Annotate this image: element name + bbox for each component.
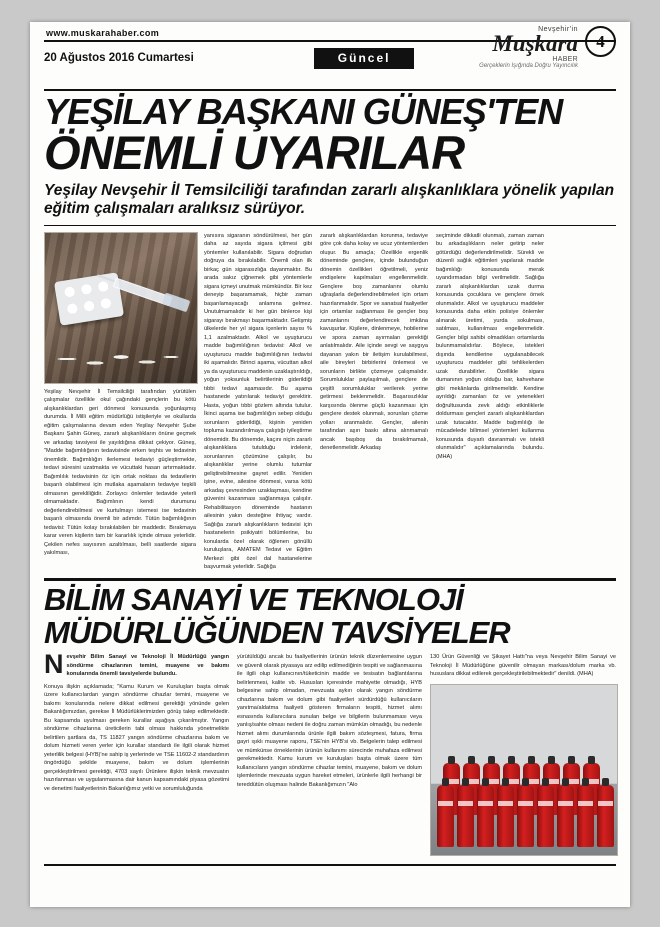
article1-column-4: seçiminde dikkatli olunmalı, zaman zaman bu arkadaşlıkların neler getirip neler götürdüğü değerlendirilmelidir. Sürekli ve düzenli sağlık eğitimleri yapılarak madde bağımlılığı konusunda merak uyandırmadan bilgi verilmelidir. Sağlığa zararlı alışkanlıklardan uzak durma konusunda çocuklara ve gençlere örnek olunmalıdır. Alkol ve uyuşturucu maddeler konusunda daha etkin polisiye önlemler alınarak üretimi, yurda sokulması, satılması, kullanılması engellenmelidir. Gençler bilgi sahibi olmadıkları ortamlarda bulunmamalıdırlar. Böylece, istekleri dışında kendilerine uygulanabilecek uyuşturucu maddeler gibi tehlikelerden uzak durabilirler. Özellikle sigara dumanının yoğun olduğu bar, kahvehane gibi mekânlarda girilmemelidir. Kendine ayrıldığı zamanları öz ve yetenekleri doğrultusunda zevk aldığı etkinliklerle doldurması gençleri zararlı alışkanlıklardan uzak tutacaktır. Madde bağımlılığı ile mücadelede bilimsel yöntemleri kullanma konusunda duyarlı davranmalı ve istekli olunmalıdır" açıklamalarında bulundu. (MHA)	[436, 232, 544, 460]
logo-subtitle: HABER	[552, 56, 578, 63]
article1-body	[30, 226, 630, 572]
extinguisher-row-front	[437, 785, 614, 847]
pills-group	[55, 345, 185, 373]
page-bottom-rule	[44, 864, 616, 866]
publication-date: 20 Ağustos 2016 Cumartesi	[44, 52, 194, 64]
article1-column-3: zararlı alışkanlıklardan korunma, tedaviye göre çok daha kolay ve ucuz yöntemlerden oluşur. Bu amaçla; Özellikle ergenlik döneminde gençlere, içinde bulunduğun dönemin özellikleri öğretilmeli, yeniz endişelere kapılmaları engellenmelidir. Gençlere boş zamanlarını olumlu uğraşlarla değerlendirebilmeleri için ortam hazırlanmalıdır. Spor ve sanatsal faaliyetler için ortamlar sağlanması ile gençler boş zamanlarını değerlendirecek imkâna kavuşurlar. Kişilere, dinlenmeye, hobilerine ve spora zaman ayırmaları gerektiği anlatılmalıdır. Aile içinde sevgi ve saygıya dayanan yakın bir iletişim kurulabilmesi, aile bireyleri birbirlerini önlemesi ve sorunların birlikte çözmeye çalışmalıdır. Sorumluluklar paylaşılmalı, gençlere de çeşitli sorumluluklar verilerek yerine getirmesi beklenmelidir. Başarısızlıklar karşısında ölenme güçlü kazanması için gençlere destek olunmalı, sorunları çözme yolları aranmalıdır. Gençler, ailenin tarafından aşırı baskı altına alınmamalı ancak başıboş da bırakılmamalı, denetlenmelidir. Arkadaş	[320, 232, 428, 452]
masthead	[30, 22, 630, 84]
article1-headline-line1: YEŞİLAY BAŞKANI GÜNEŞ'TEN	[44, 91, 563, 132]
drugs-and-syringe-photo	[44, 232, 198, 384]
newspaper-page	[30, 22, 630, 907]
article2-lead	[44, 649, 229, 680]
logo-kicker: Nevşehir'in	[538, 26, 578, 33]
article2-lead-text: evşehir Bilim Sanayi ve Teknoloji İl Müdürlüğü yangın söndürme cihazlarının temini, muayene ve bakımı konularında önemli tavsiyelerde bulundu.	[66, 654, 229, 678]
article2-top-rule	[44, 578, 616, 581]
article2-column-1: Konuya ilişkin açıklamada; "Kamu Kurum ve Kuruluşları başta olmak üzere kullanıcılardan yangın söndürme cihazlar temini, muayene ve bakımı konularında nelere dikkat edilmesi gerektiği yönünde gelen Bakanlığımızdan, gerekse İl Müdürlüklerimizden görüş talep edilmektedir. Bu kapsamda uyulması gereken kurallar aşağıya çıkarılmıştır. Yangın söndürme cihazlarına üreticilerin tabi olması hakkında yönetmelikte belirtilen şartlara da, TS 11827 yangın söndürme cihazlarına bakım ve dolum hizmeti veren yerler için kurallar standardı ile ilgili olarak hizmet yeterlilik belgesi (HYB)'ne sahip iş yerlerinde ve TSE 11602-2 standardının öngördüğü şekilde muayene, bakım ve dolum işlemlerinin gerçekleştirilmesi gerektiği, 4703 sayılı Ürünlere ilişkin teknik mevzuatın hazırlanması ve uygulanmasına dair kanun kapsamındaki piyasa gözetimi ve denetimi faaliyetlerinin Bakanlığımız yetki ve sorumluluğunda	[44, 683, 229, 792]
section-badge: Güncel	[314, 48, 415, 69]
logo-slogan: Gerçeklerin Işığında Doğru Yayıncılık	[479, 63, 578, 69]
page-number: 4	[585, 26, 616, 57]
article1-column-1: Yeşilay Nevşehir İl Temsilciliği tarafından yürütülen çalışmalar özellikle okul çağındaki gençlerin bu kötü alışkanlıklardan geri dönmesi konusunda yoğunlaşmış durumda. İl Milli eğitim müdürlüğü istişileriyle ve okullarda eğitim çalışmalarına devam eden Yeşilay Nevşehir Şube Başkanı Şahin Güneş, zararlı alışkanlıkların önüne geçmek ve arkadaş tavsiyesi ile yayıldığına dikkat çekiyor. Güneş, "Madde bağımlılığının tedavisinde erken teşhis ve tedavinin önemlidir. Bağımlılığın ilerlemesi tedaviyi güçleştirmekte, tedavi süresini uzatmakta ve vücuttaki hasarı artırmaktadır. Bağımlılık tedavisinin öz için ortak noktası da tedavilerin başarılı olabilmesi için mutlaka aşamaların tedaviye teşkili olmasının gerekliliğidir. Zorlayıcı önlemler tedavide yeterli olmamaktadır. Bağımlının kendi durumunu değerlendirebilmesi ve kurtulmayı istemesi ise tedavinin başarılı olmasında önemli bir adımdır. Tütün bağımlılığının tedavisi: Tütün kolay bırakılabilen bir maddedir. Bırakmaya karar veren kişilerin tam bir kararlılık içinde olması yeterlidir. Çekilen nefes sayısının azaltılması, belli saatlerde sigara yakılması,	[44, 388, 196, 557]
logo-title: Muşkara	[492, 31, 578, 56]
article2-headline-line2: MÜDÜRLÜĞÜNDEN TAVSİYELER	[44, 615, 510, 650]
fire-extinguishers-photo	[430, 684, 618, 856]
article2-headline-line1: BİLİM SANAYİ VE TEKNOLOJİ	[44, 581, 463, 617]
article1-headline-line2: ÖNEMLİ UYARILAR	[44, 125, 465, 179]
article1-column-2: yanısıra sigaranın söndürülmesi, her gün daha az sayıda sigara içilmesi gibi yöntemler kullanılabilir. Sigara doğrudan doğruya da bırakılabilir. Önemli olan ilk birkaç gün sigarasızlığa dayanmaktır. Bu arada sakız çiğnemek gibi yöntemlerle sigara içmeyi unutmak mümkündür. Bir kez deneyip başaramamak, hiçbir zaman başarılamayacağı anlamına gelmez. Unutulmamalıdır ki her gün binlerce kişi sigarayı bırakmayı başarmaktadır. Gelişmiş ülkelerde her yıl sigara içenlerin sayısı % 1,1 azalmaktadır. Alkol ve uyuşturucu madde bağımlılığının tedavisi: Alkol ve uyuşturucu madde bağımlılığının tedavisi iki aşamalıdır. Birinci aşama, vücuttan alkol ya da uyuşturucu maddenin uzaklaştırıldığı, yoğun yoksunluk belirtilerinin giderildiği tıbbi tedavi aşamasıdır. Bu aşama hastanede yatırılarak tedaviyi gerektirir. Hasta, yoğun tıbbi gözlem altında tutulur. İkinci aşama ise bağımlılığın sebep olduğu sorunların giderildiği, kişinin yeniden topluma kazandırılmaya çalıştığı iyileştirme dönemidir. Bu dönemde, kaçını niçin zararlı alışkanlıklara tutulduğu irdelenir, sorunlarının çözümüne çalışılır, bu alışkanlıklar yerine olumlu tutumlar geliştirebilmesine gayret edilir. Yeniden işine, evine, ailesine dönmesi, varsa kötü arkadaş çevresinden uzaklaşması, kendine güvenini kazanması sağlanmaya çalışılır. Rehabilitasyon döneminde hastanın ailesinin yakın desteğine ihtiyaç vardır. Sağlığa zararlı alışkanlıkların tedavisi için hastanelerin psikiyatri bölümlerine, bu konularda özel olarak öğlenen gönüllü kuruluşlara, AMATEM Tedavi ve Eğitim Merkezi gibi özel dal hastanelerine başvurmak yeterlidir. Sağlığa	[204, 232, 312, 571]
article2-body	[30, 647, 630, 856]
site-url[interactable]: www.muskarahaber.com	[46, 28, 160, 38]
article2-column-2: yürütüldüğü ancak bu faaliyetlerinin ürünün teknik düzenlemesine uygun ve güvenli olarak piyasaya arz edilip edilmediğinin tespiti ve sağlanmasına ile ilgili olup kullanıcının/tüketicinin madde ve tesisatın bağlantılarına belirlenmesi, kalite vb. Hususları içeresinde mahiyette olmadığı, HYB belgesine sahip olmadan, mevzuata aykırı olarak yangın söndürme cihazlarına bakım ve dolum gibi faaliyetleri sürdürdüğü kullanıcıların yanıtma/aldatma faaliyeti gösteren firmaların tespiti, hizmet alımı esnasında kullanıcılara sunulan belge ve bilgilerin bulunmaması veya yanlış/sahte olması nedeni ile doğru zaman mümkün olmadığı, bu nedenle hizmet alımı durumlarında ürünle ilgili bakım sözleşmesi, fatura, firma gayri ışıklı muayene raporu, TSE'nin HYB'si vb. Belgelerin talep edilmesi ve mümkünse örneklerinin ürünün kullanımı sürecinde muhafaza edilmesi gerekmektedir. Kamu kurum ve kuruluşları başta olmak üzere tüm kullanıcıların yangın söndürme cihazlar temini, muayene, bakım ve dolum işlemlerinde mevzuata uygun hareket etmeleri, ürünlerle ilgili herhangi bir tereddütün oluşması halinde Bakanlığımızın "Alo	[237, 654, 422, 788]
article2-column-3: 130 Ürün Güvenliği ve Şikayet Hattı"na veya Nevşehir Bilim Sanayi ve Teknoloji İl Müdürlüğüne güvenilir olmayan markası/dolum marka vb. hususlara dikkat edilerek gerçekleştirilebilmektedir" denildi. (MHA)	[430, 654, 616, 678]
article1-deck: Yeşilay Nevşehir İl Temsilciliği tarafından zararlı alışkanlıklara yönelik yapılan eğitim çalışmaları aralıksız sürüyor.	[44, 182, 615, 218]
article2-headline-block	[30, 578, 630, 648]
article1-headline-block	[30, 91, 630, 219]
article2-dropcap: N	[44, 649, 64, 680]
newspaper-logo	[479, 26, 616, 69]
